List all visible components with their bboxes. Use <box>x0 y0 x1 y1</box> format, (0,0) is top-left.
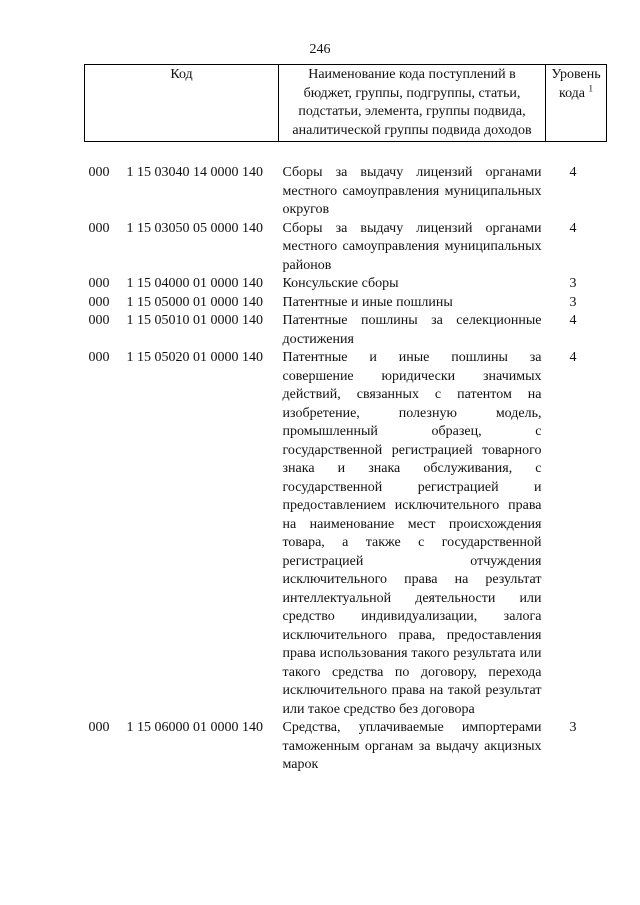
row-name: Консульские сборы <box>282 276 399 291</box>
admin-code: 000 <box>88 220 110 236</box>
admin-code: 000 <box>88 720 110 735</box>
row-name: Сборы за выдачу лицензий органами местного самоуправления муниципальных округов <box>282 165 542 217</box>
table-row <box>85 220 607 276</box>
revenue-code: 1 15 05000 01 0000 140 <box>126 294 263 310</box>
row-level: 4 <box>569 220 577 236</box>
row-level: 3 <box>569 294 577 310</box>
admin-code: 000 <box>88 350 110 365</box>
row-name: Сборы за выдачу лицензий органами местного самоуправления муниципальных районов <box>282 220 542 273</box>
header-name: Наименование кода поступлений в бюджет, группы, подгруппы, статьи, подстатьи, элемента, группы подвида, аналитической группы подвида доходов <box>279 65 546 142</box>
row-level: 4 <box>569 350 577 365</box>
spacer-row <box>85 142 607 165</box>
row-level: 4 <box>569 165 577 180</box>
admin-code: 000 <box>88 165 110 180</box>
table-row <box>85 164 607 220</box>
revenue-codes-table <box>84 64 607 775</box>
row-name: Средства, уплачиваемые импортерами таможенным органам за выдачу акцизных марок <box>282 720 542 772</box>
header-code: Код <box>85 65 279 142</box>
table-row <box>85 719 607 775</box>
row-level: 4 <box>569 313 577 328</box>
row-code <box>85 164 279 220</box>
row-code <box>85 220 279 276</box>
row-code <box>85 312 279 349</box>
revenue-code: 1 15 03050 05 0000 140 <box>126 220 263 236</box>
row-level: 3 <box>569 276 577 291</box>
table-row <box>85 275 607 294</box>
table-row <box>85 312 607 349</box>
row-level: 3 <box>569 720 577 735</box>
revenue-code: 1 15 04000 01 0000 140 <box>126 276 263 291</box>
table-row <box>85 294 607 313</box>
revenue-code: 1 15 05010 01 0000 140 <box>126 313 263 328</box>
admin-code: 000 <box>88 294 110 310</box>
table-body <box>85 142 607 775</box>
admin-code: 000 <box>88 313 110 328</box>
footnote-marker: 1 <box>588 82 594 93</box>
page-number: 246 <box>309 42 331 57</box>
revenue-code: 1 15 05020 01 0000 140 <box>126 350 263 365</box>
row-name: Патентные пошлины за селекционные достижения <box>282 313 542 347</box>
row-name: Патентные и иные пошлины за совершение юридически значимых действий, связанных с патентом на изобретение, полезную модель, промышленный образец, с государственной регистрацией товарного знака и знака обслуживания, с государственной регистрацией и предоставлением исключительного права на наименование мест происхождения товара, а также с государственной регистрацией отчуждения исключительного права на результат интеллектуальной деятельности или средство индивидуализации, залога исключительного права, предоставления права использования такого результата или такого средства по договору, перехода исключительного права на такой результат или такое средство без договора <box>282 350 542 717</box>
row-code <box>85 719 279 775</box>
row-name: Патентные и иные пошлины <box>282 294 453 310</box>
revenue-code: 1 15 03040 14 0000 140 <box>126 165 263 180</box>
row-code <box>85 294 279 313</box>
table-header <box>85 65 607 142</box>
admin-code: 000 <box>88 276 110 291</box>
header-level <box>546 65 607 142</box>
row-code <box>85 349 279 719</box>
header-level-label: Уровень кода <box>551 67 601 101</box>
table-row <box>85 349 607 719</box>
row-code <box>85 275 279 294</box>
revenue-code: 1 15 06000 01 0000 140 <box>126 720 263 735</box>
